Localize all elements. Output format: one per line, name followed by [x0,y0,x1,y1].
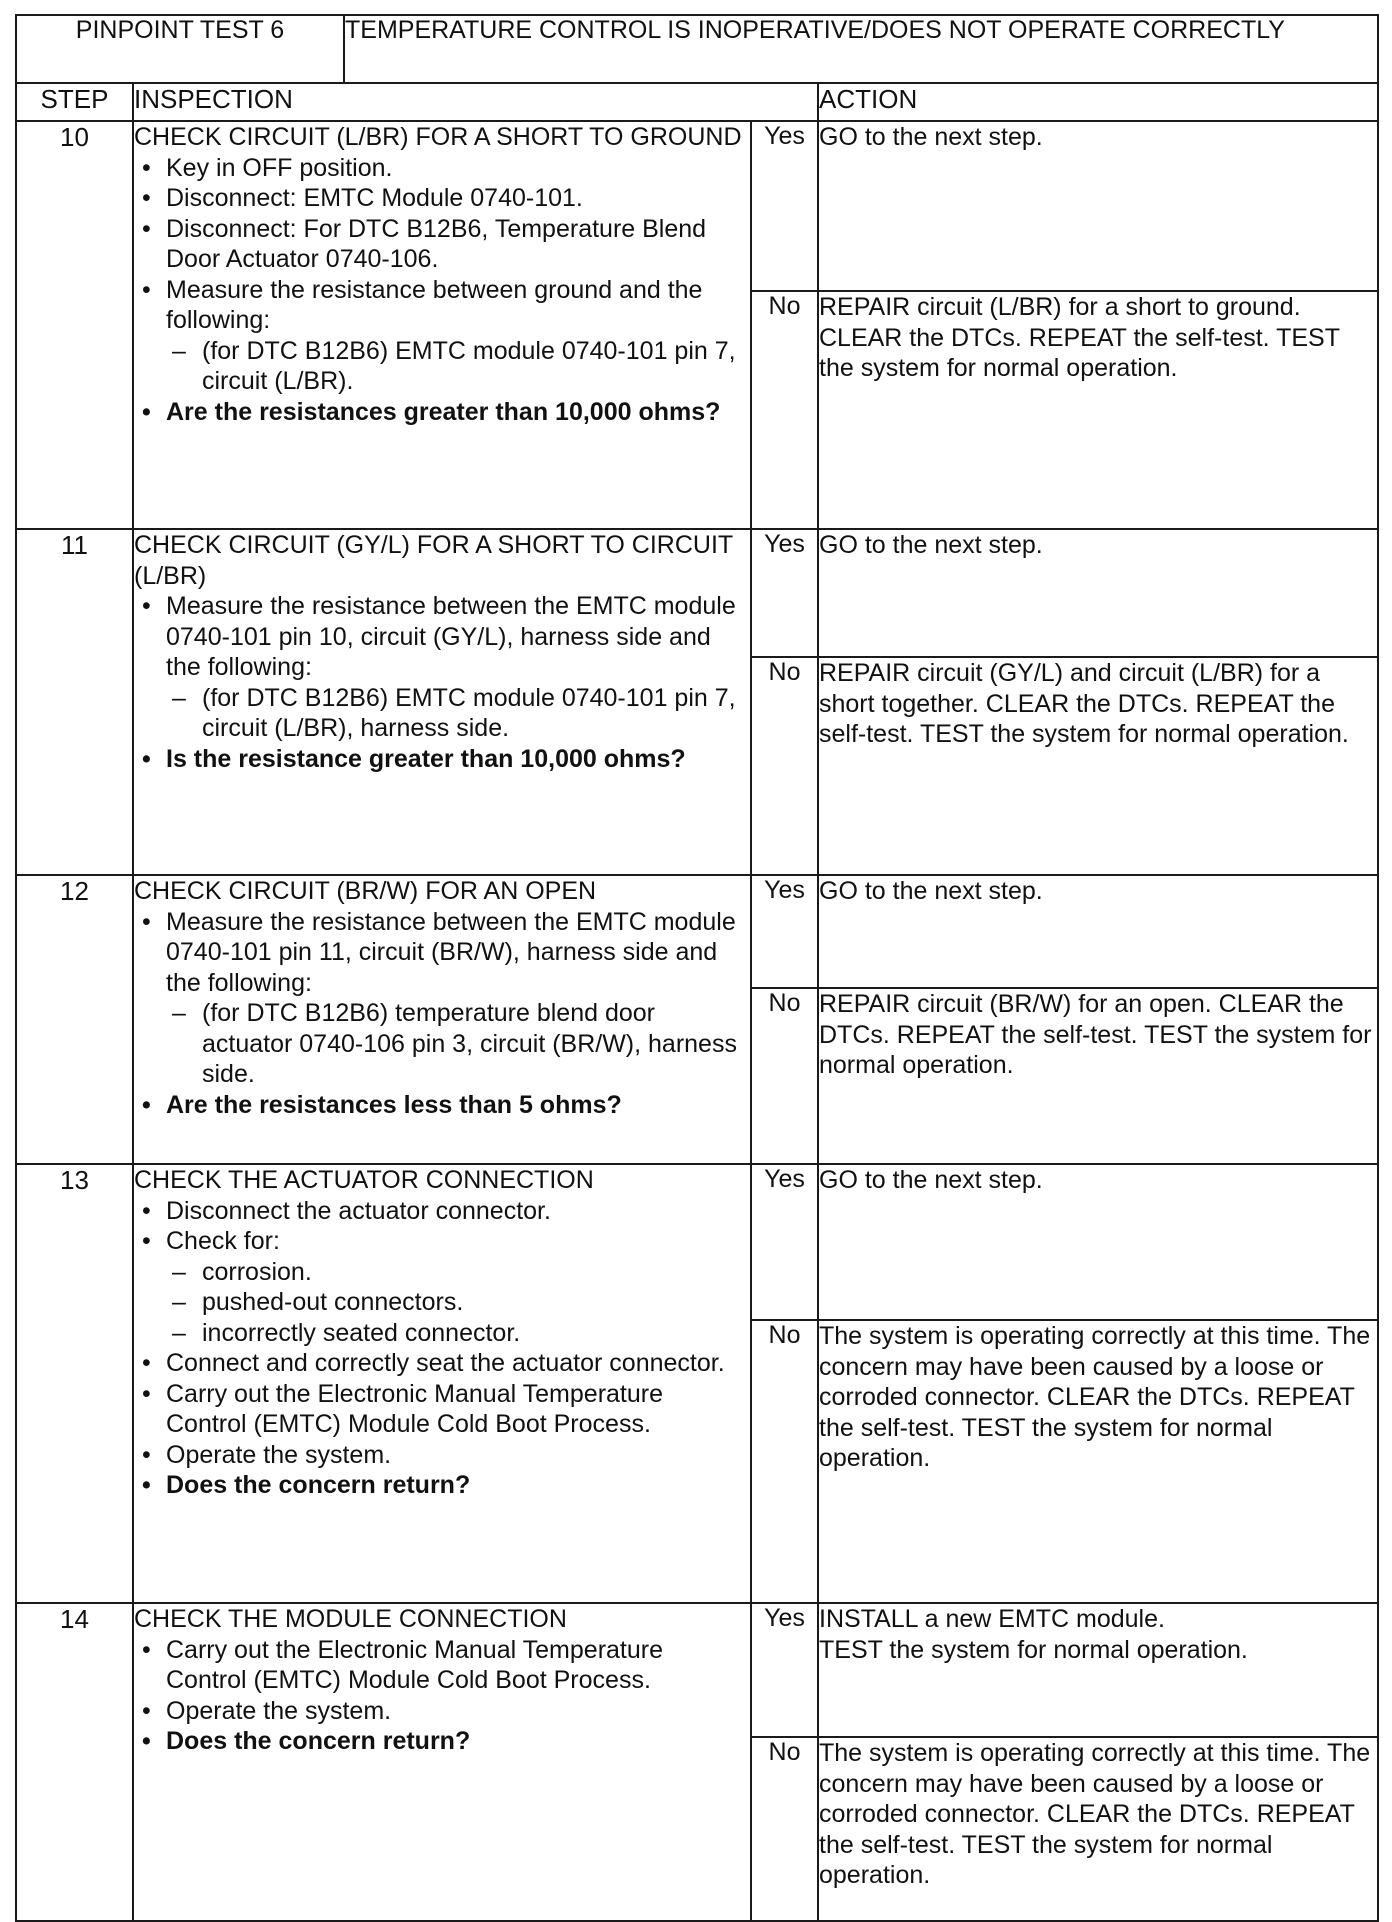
no-label: No [751,291,818,529]
column-inspection-header: INSPECTION [133,83,818,121]
inspection-bullet: • Measure the resistance between ground and the following: [134,275,750,336]
inspection-bullet: • Disconnect: For DTC B12B6, Temperature Blend Door Actuator 0740-106. [134,214,750,275]
inspection-question-list [134,744,750,775]
yes-action: GO to the next step. [818,529,1378,657]
step-heading: CHECK THE MODULE CONNECTION [134,1605,567,1633]
inspection-bullets [134,591,750,683]
no-label: No [751,988,818,1164]
step-row-14-yes [16,1603,1378,1737]
inspection-question: • Does the concern return? [134,1726,750,1757]
inspection-question: • Are the resistances less than 5 ohms? [134,1090,750,1121]
no-label: No [751,1320,818,1603]
step-heading: CHECK THE ACTUATOR CONNECTION [134,1166,594,1194]
inspection-bullets [134,907,750,999]
inspection-question: • Are the resistances greater than 10,000 ohms? [134,397,750,428]
no-action: The system is operating correctly at this time. The concern may have been caused by a loose or corroded connector. CLEAR the DTCs. REPEAT the self-test. TEST the system for normal operation. [818,1320,1378,1603]
inspection-cell [133,875,751,1164]
inspection-question-list [134,1090,750,1121]
yes-action: GO to the next step. [818,875,1378,988]
column-step-header: STEP [16,83,133,121]
no-action: The system is operating correctly at this time. The concern may have been caused by a loose or corroded connector. CLEAR the DTCs. REPEAT the self-test. TEST the system for normal operation. [818,1737,1378,1921]
inspection-cell [133,121,751,529]
step-row-12-yes [16,875,1378,988]
inspection-sub-items [134,1257,750,1349]
no-label: No [751,1737,818,1921]
inspection-bullet: • Measure the resistance between the EMTC module 0740-101 pin 11, circuit (BR/W), harness side and the following: [134,907,750,999]
inspection-cell [133,1603,751,1921]
yes-action-line: TEST the system for normal operation. [819,1635,1248,1664]
step-number: 10 [16,121,133,529]
inspection-bullet: • Check for: [134,1226,750,1257]
inspection-question-list [134,397,750,428]
inspection-sub-item: – (for DTC B12B6) EMTC module 0740-101 pin 7, circuit (L/BR), harness side. [134,683,750,744]
no-action: REPAIR circuit (GY/L) and circuit (L/BR) for a short together. CLEAR the DTCs. REPEAT the self-test. TEST the system for normal operation. [818,657,1378,875]
inspection-bullet: • Disconnect: EMTC Module 0740-101. [134,183,750,214]
step-number: 11 [16,529,133,875]
column-header-row [16,83,1378,121]
inspection-bullet: • Carry out the Electronic Manual Temperature Control (EMTC) Module Cold Boot Process. [134,1635,750,1696]
yes-action: GO to the next step. [818,121,1378,291]
no-action: REPAIR circuit (BR/W) for an open. CLEAR the DTCs. REPEAT the self-test. TEST the system for normal operation. [818,988,1378,1164]
inspection-bullets [134,153,750,336]
step-heading: CHECK CIRCUIT (GY/L) FOR A SHORT TO CIRCUIT (L/BR) [134,531,733,590]
step-number: 13 [16,1164,133,1603]
yes-label: Yes [751,121,818,291]
inspection-cell [133,1164,751,1603]
inspection-sub-item: – (for DTC B12B6) temperature blend door actuator 0740-106 pin 3, circuit (BR/W), harness side. [134,998,750,1090]
inspection-bullets [134,1196,750,1257]
inspection-bullet: • Carry out the Electronic Manual Temperature Control (EMTC) Module Cold Boot Process. [134,1379,750,1440]
yes-label: Yes [751,529,818,657]
step-row-10-yes [16,121,1378,291]
inspection-sub-items [134,998,750,1090]
pinpoint-test-label: PINPOINT TEST 6 [16,15,344,83]
inspection-bullet: • Measure the resistance between the EMTC module 0740-101 pin 10, circuit (GY/L), harness side and the following: [134,591,750,683]
inspection-question: • Does the concern return? [134,1470,750,1501]
pinpoint-test-table [15,14,1379,1922]
inspection-question: • Is the resistance greater than 10,000 ohms? [134,744,750,775]
step-heading: CHECK CIRCUIT (BR/W) FOR AN OPEN [134,877,597,905]
inspection-sub-item: – pushed-out connectors. [134,1287,750,1318]
no-label: No [751,657,818,875]
inspection-cell [133,529,751,875]
inspection-sub-item: – (for DTC B12B6) EMTC module 0740-101 pin 7, circuit (L/BR). [134,336,750,397]
step-number: 14 [16,1603,133,1921]
inspection-sub-items [134,683,750,744]
inspection-sub-item: – corrosion. [134,1257,750,1288]
step-number: 12 [16,875,133,1164]
inspection-bullet: • Connect and correctly seat the actuator connector. [134,1348,750,1379]
inspection-bullet: • Operate the system. [134,1440,750,1471]
inspection-bullet: • Operate the system. [134,1696,750,1727]
no-action: REPAIR circuit (L/BR) for a short to ground. CLEAR the DTCs. REPEAT the self-test. TEST the system for normal operation. [818,291,1378,529]
inspection-bullet: • Disconnect the actuator connector. [134,1196,750,1227]
yes-action: GO to the next step. [818,1164,1378,1320]
inspection-sub-items [134,336,750,397]
yes-label: Yes [751,1164,818,1320]
step-row-13-yes [16,1164,1378,1320]
yes-action-line: INSTALL a new EMTC module. [819,1605,1165,1633]
pinpoint-test-title: TEMPERATURE CONTROL IS INOPERATIVE/DOES NOT OPERATE CORRECTLY [344,15,1378,83]
inspection-bullet: • Key in OFF position. [134,153,750,184]
inspection-bullets [134,1348,750,1501]
inspection-bullets [134,1635,750,1757]
table-header-row [16,15,1378,83]
step-row-11-yes [16,529,1378,657]
step-heading: CHECK CIRCUIT (L/BR) FOR A SHORT TO GROUND [134,123,742,151]
yes-label: Yes [751,1603,818,1737]
yes-action [818,1603,1378,1737]
column-action-header: ACTION [818,83,1378,121]
yes-label: Yes [751,875,818,988]
inspection-sub-item: – incorrectly seated connector. [134,1318,750,1349]
